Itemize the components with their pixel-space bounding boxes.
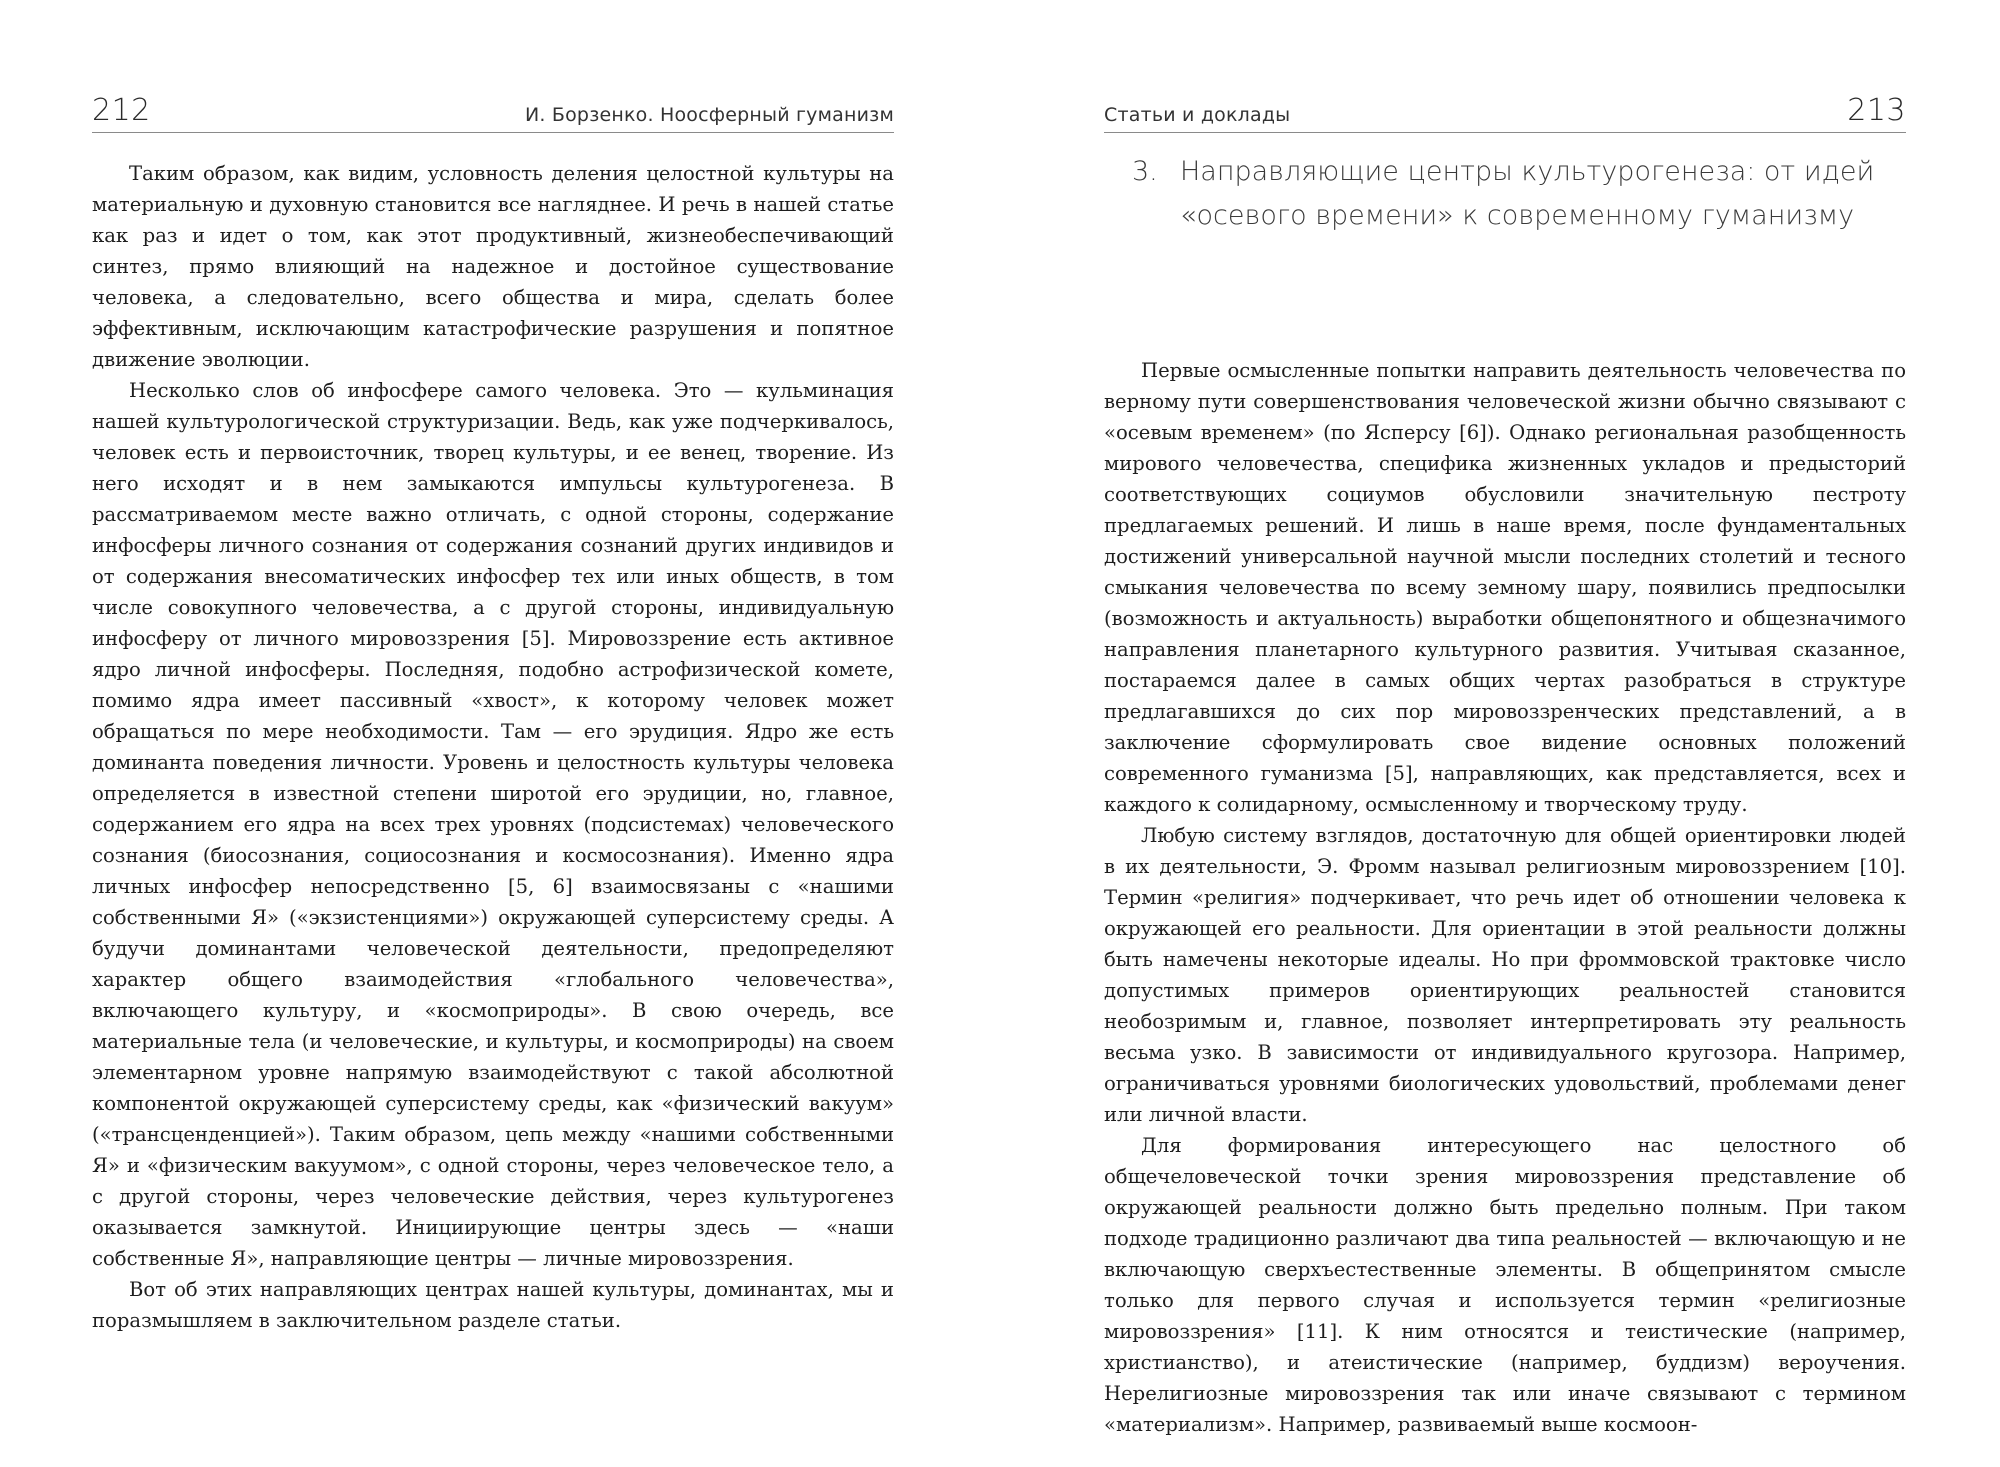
paragraph: Первые осмысленные попытки направить деятельность человечества по верному пути совершенствования человеческой жизни обычно связывают с «осевым временем» (по Ясперсу [6]). Однако региональная разобщенность мирового человечества, специфика жизненных укладов и предысторий соответствующих социумов обусловили значительную пестроту предлагаемых решений. И лишь в наше время, после фундаментальных достижений универсальной научной мысли последних столетий и тесного смыкания человечества по всему земному шару, появились предпосылки (возможность и актуальность) выработки общепонятного и общезначимого направления планетарного культурного развития. Учитывая сказанное, постараемся далее в самых общих чертах разобраться в структуре предлагавшихся до сих пор мировоззренческих представлений, а в заключение сформулировать свое видение основных положений современного гуманизма [5], направляющих, как представляется, всех и каждого к солидарному, осмысленному и творческому труду. — [1104, 359, 1906, 816]
left-page-number: 212 — [92, 93, 151, 128]
paragraph: Любую систему взглядов, достаточную для общей ориентировки людей в их деятельности, Э. Фромм называл религиозным мировоззрением [10]. Термин «религия» подчеркивает, что речь идет об отношении человека к окружающей его реальности. Для ориентации в этой реальности должны быть намечены некоторые идеалы. Но при фроммовской трактовке число допустимых примеров ориентирующих реальностей становится необозримым и, главное, позволяет интерпретировать эту реальность весьма узко. В зависимости от индивидуального кругозора. Например, ограничиваться уровнями биологических удовольствий, проблемами денег или личной власти. — [1104, 824, 1906, 1126]
left-running-head: И. Борзенко. Ноосферный гуманизм — [524, 104, 894, 126]
paragraph: Вот об этих направляющих центрах нашей культуры, доминантах, мы и поразмышляем в заключительном разделе статьи. — [92, 1278, 894, 1332]
left-page-header — [92, 88, 894, 133]
section-title: Направляющие центры культурогенеза: от идей «осевого времени» к современному гуманизму — [1180, 156, 1875, 231]
right-page-body — [1104, 355, 1906, 1440]
paragraph: Несколько слов об инфосфере самого человека. Это — кульминация нашей культурологической структуризации. Ведь, как уже подчеркивалось, человек есть и первоисточник, творец культуры, и ее венец, творение. Из него исходят и в нем замыкаются импульсы культурогенеза. В рассматриваемом месте важно отличать, с одной стороны, содержание инфосферы личного сознания от содержания сознаний других индивидов и от содержания внесоматических инфосфер тех или иных обществ, в том числе совокупного человечества, а с другой стороны, индивидуальную инфосферу от личного мировоззрения [5]. Мировоззрение есть активное ядро личной инфосферы. Последняя, подобно астрофизической комете, помимо ядра имеет пассивный «хвост», к которому человек может обращаться по мере необходимости. Там — его эрудиция. Ядро же есть доминанта поведения личности. Уровень и целостность культуры человека определяется в известной степени широтой его эрудиции, но, главное, содержанием его ядра на всех трех уровнях (подсистемах) человеческого сознания (биосознания, социосознания и космосознания). Именно ядра личных инфосфер непосредственно [5, 6] взаимосвязаны с «нашими собственными Я» («экзистенциями») окружающей суперсистему среды. А будучи доминантами человеческой деятельности, предопределяют характер общего взаимодействия «глобального человечества», включающего культуру, и «космоприроды». В свою очередь, все материальные тела (и человеческие, и культуры, и космоприроды) на своем элементарном уровне напрямую взаимодействуют с такой абсолютной компонентой окружающей суперсистему среды, как «физический вакуум» («трансценденцией»). Таким образом, цепь между «нашими собственными Я» и «физическим вакуумом», с одной стороны, через человеческое тело, а с другой стороны, через человеческие действия, через культурогенез оказывается замкнутой. Инициирующие центры здесь — «наши собственные Я», направляющие центры — личные мировоззрения. — [92, 379, 894, 1270]
right-page-header — [1104, 88, 1906, 133]
right-running-head: Статьи и доклады — [1104, 104, 1291, 126]
section-number: 3. — [1132, 156, 1158, 187]
left-page-body — [92, 158, 894, 1336]
paragraph: Для формирования интересующего нас целостного об общечеловеческой точки зрения мировоззрения представление об окружающей реальности должно быть предельно полным. При таком подходе традиционно различают два типа реальностей — включающую и не включающую сверхъестественные элементы. В общепринятом смысле только для первого случая и используется термин «религиозные мировоззрения» [11]. К ним относятся и теистические (например, христианство), и атеистические (например, буддизм) вероучения. Нерелигиозные мировоззрения так или иначе связывают с термином «материализм». Например, развиваемый выше космоон- — [1104, 1134, 1906, 1436]
right-page — [1000, 0, 2000, 1467]
section-heading — [1132, 150, 1896, 238]
paragraph: Таким образом, как видим, условность деления целостной культуры на материальную и духовную становится все нагляднее. И речь в нашей статье как раз и идет о том, как этот продуктивный, жизнеобеспечивающий синтез, прямо влияющий на надежное и достойное существование человека, а следовательно, всего общества и мира, сделать более эффективным, исключающим катастрофические разрушения и попятное движение эволюции. — [92, 162, 894, 371]
right-page-number: 213 — [1847, 93, 1906, 128]
